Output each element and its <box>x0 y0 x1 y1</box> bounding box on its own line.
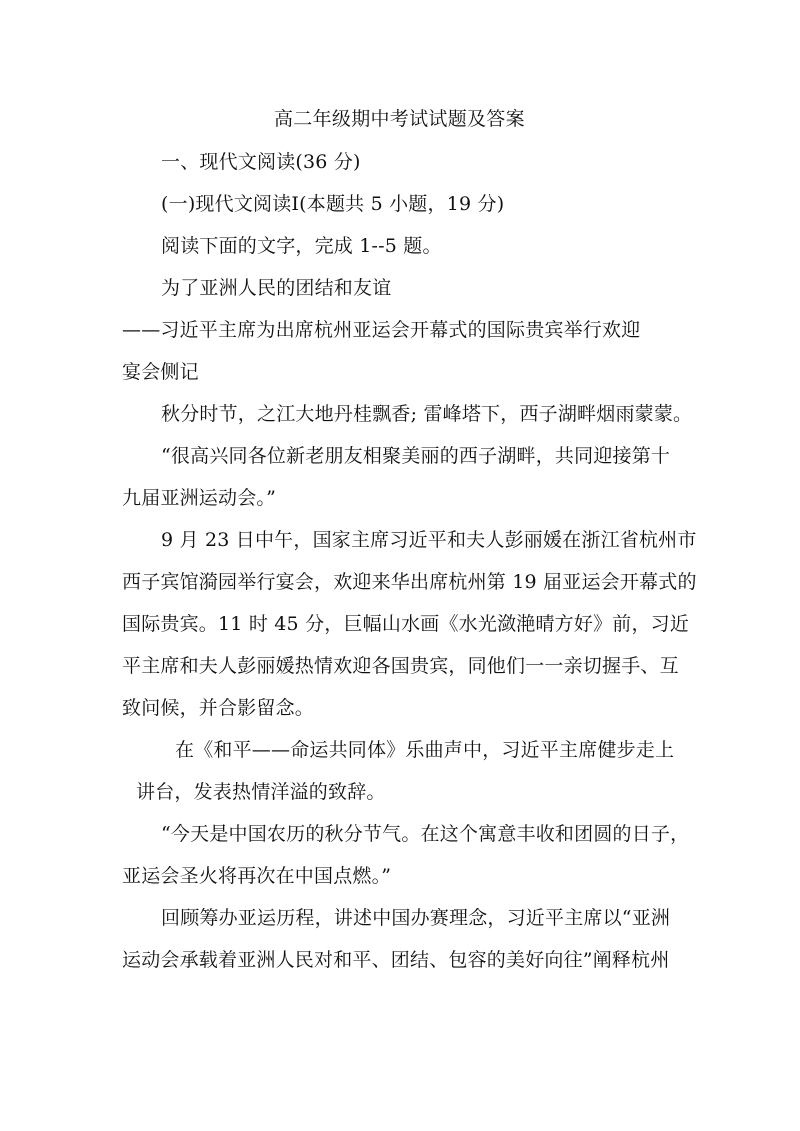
paragraph-3-line-2: 西子宾馆漪园举行宴会，欢迎来华出席杭州第 19 届亚运会开幕式的 <box>122 571 697 593</box>
subsection-heading: (一)现代文阅读Ⅰ(本题共 5 小题，19 分) <box>161 193 505 215</box>
paragraph-3-line-5: 致问候，并合影留念。 <box>122 697 315 719</box>
paragraph-2-line-2: 九届亚洲运动会。” <box>122 487 277 509</box>
article-title: 为了亚洲人民的团结和友谊 <box>161 277 392 299</box>
instruction-text: 阅读下面的文字，完成 1--5 题。 <box>161 235 442 257</box>
paragraph-3-line-4: 平主席和夫人彭丽媛热情欢迎各国贵宾，同他们一一亲切握手、互 <box>122 655 679 677</box>
paragraph-5-line-1: “今天是中国农历的秋分节气。在这个寓意丰收和团圆的日子， <box>161 823 690 845</box>
article-subtitle-line-1: ——习近平主席为出席杭州亚运会开幕式的国际贵宾举行欢迎 <box>122 319 641 341</box>
paragraph-5-line-2: 亚运会圣火将再次在中国点燃。” <box>122 865 392 887</box>
paragraph-2-line-1: “很高兴同各位新老朋友相聚美丽的西子湖畔，共同迎接第十 <box>161 445 671 467</box>
paragraph-1-line-1: 秋分时节，之江大地丹桂飘香; 雷峰塔下，西子湖畔烟雨蒙蒙。 <box>161 403 693 425</box>
paragraph-4-line-1: 在《和平——命运共同体》乐曲声中，习近平主席健步走上 <box>175 739 675 761</box>
article-subtitle-line-2: 宴会侧记 <box>122 361 199 383</box>
section-heading-modern-reading: 一、现代文阅读(36 分) <box>161 151 361 173</box>
paragraph-4-line-2: 讲台，发表热情洋溢的致辞。 <box>136 781 386 803</box>
document-title: 高二年级期中考试试题及答案 <box>274 108 525 130</box>
paragraph-3-line-3: 国际贵宾。11 时 45 分，巨幅山水画《水光潋滟晴方好》前，习近 <box>122 613 690 635</box>
paragraph-3-line-1: 9 月 23 日中午，国家主席习近平和夫人彭丽媛在浙江省杭州市 <box>161 529 697 551</box>
paragraph-6-line-1: 回顾筹办亚运历程，讲述中国办赛理念，习近平主席以“亚洲 <box>161 907 671 929</box>
paragraph-6-line-2: 运动会承载着亚洲人民对和平、团结、包容的美好向往”阐释杭州 <box>122 949 670 971</box>
